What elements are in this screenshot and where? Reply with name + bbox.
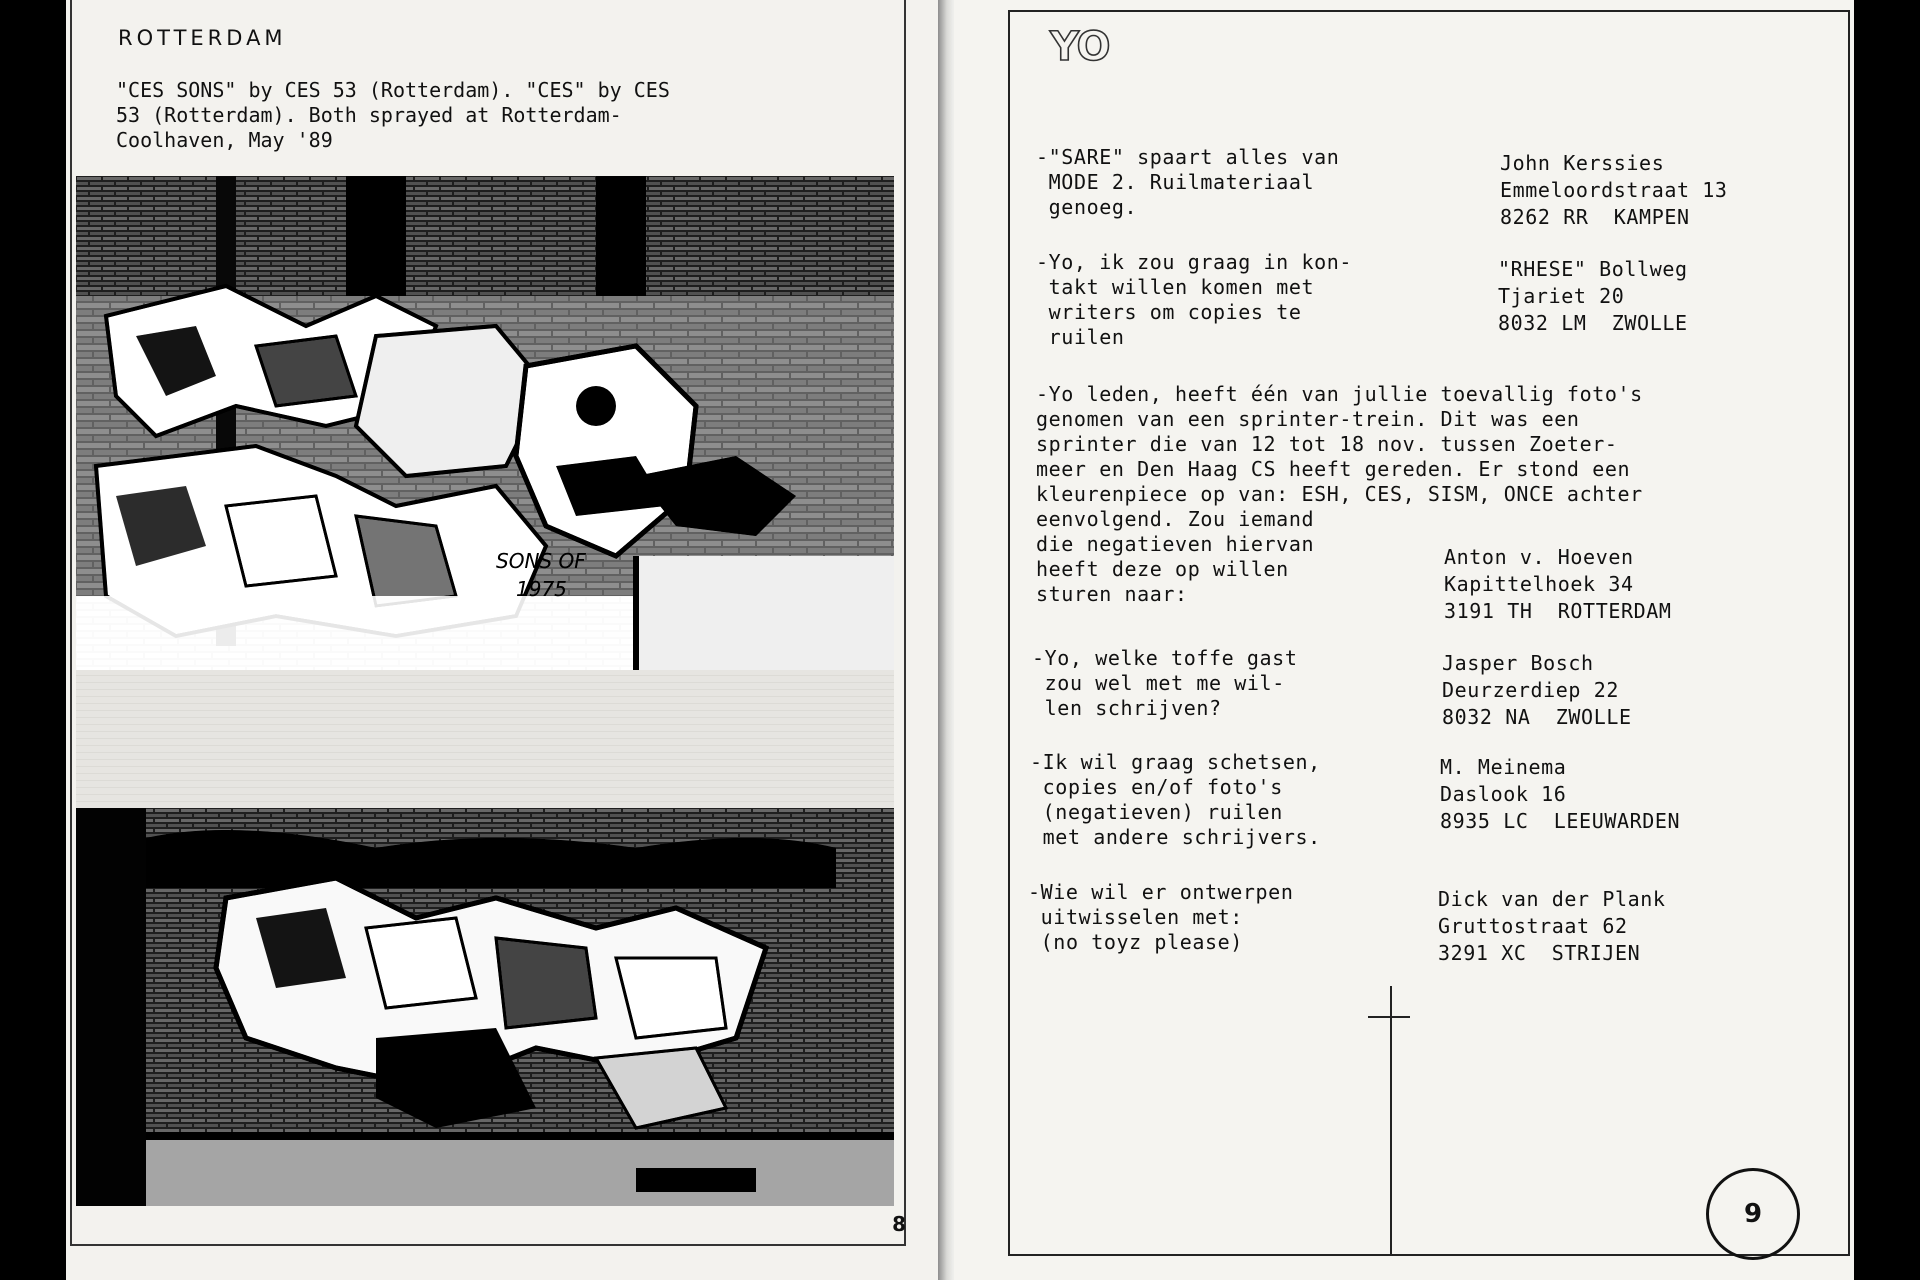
entry-text-2: -Yo, ik zou graag in kon- takt willen komen met writers om copies te ruilen xyxy=(1036,250,1353,349)
entry-text-1: -"SARE" spaart alles van MODE 2. Ruilmateriaal genoeg. xyxy=(1036,145,1340,219)
entry-address-6: Dick van der Plank Gruttostraat 62 3291 XC STRIJEN xyxy=(1438,887,1666,965)
entry-text-6: -Wie wil er ontwerpen uitwisselen met: (no toyz please) xyxy=(1028,880,1294,954)
graffiti-photo-bottom xyxy=(76,808,894,1206)
page-number: 9 xyxy=(1743,1199,1763,1229)
entry-address-2: "RHESE" Bollweg Tjariet 20 8032 LM ZWOLLE xyxy=(1498,257,1688,335)
entry-address-1: John Kerssies Emmeloordstraat 13 8262 RR KAMPEN xyxy=(1500,151,1728,229)
entry-text-4: -Yo, welke toffe gast zou wel met me wil- len schrijven? xyxy=(1032,646,1298,720)
divider-vertical-line xyxy=(1390,986,1392,1256)
divider-cross-line xyxy=(1368,1016,1410,1018)
entry-address-5: M. Meinema Daslook 16 8935 LC LEEUWARDEN xyxy=(1440,755,1681,833)
photo-gap-bleedthrough xyxy=(76,670,894,808)
page-number-circle xyxy=(1706,1168,1800,1260)
yo-logo: YO xyxy=(1050,24,1110,70)
graffiti-photo-top xyxy=(76,176,894,670)
photo-caption: "CES SONS" by CES 53 (Rotterdam). "CES" by CES 53 (Rotterdam). Both sprayed at Rotterdam- Coolhaven, May '89 xyxy=(116,78,670,152)
entry-text-5: -Ik wil graag schetsen, copies en/of foto's (negatieven) ruilen met andere schrijvers. xyxy=(1030,750,1321,849)
page-title: ROTTERDAM xyxy=(118,26,287,50)
right-page xyxy=(954,0,1854,1280)
entry-text-3: -Yo leden, heeft één van jullie toevallig foto's genomen van een sprinter-trein. Dit was een sprinter die van 12 tot 18 nov. tussen Zoeter- meer en Den Haag CS heeft gereden. Er stond een kleurenpiece op van: ESH, CES, SISM, ONCE achter eenvolgend. Zou iemand die negatieven hiervan heeft deze op willen sturen naar: xyxy=(1036,382,1643,606)
page-number: 8 xyxy=(892,1212,906,1236)
photo-tag-text: SONS OF xyxy=(496,549,586,573)
entry-address-3: Anton v. Hoeven Kapittelhoek 34 3191 TH ROTTERDAM xyxy=(1444,545,1672,623)
left-page xyxy=(66,0,944,1280)
entry-address-4: Jasper Bosch Deurzerdiep 22 8032 NA ZWOLLE xyxy=(1442,651,1632,729)
svg-text:1975: 1975 xyxy=(516,577,567,601)
